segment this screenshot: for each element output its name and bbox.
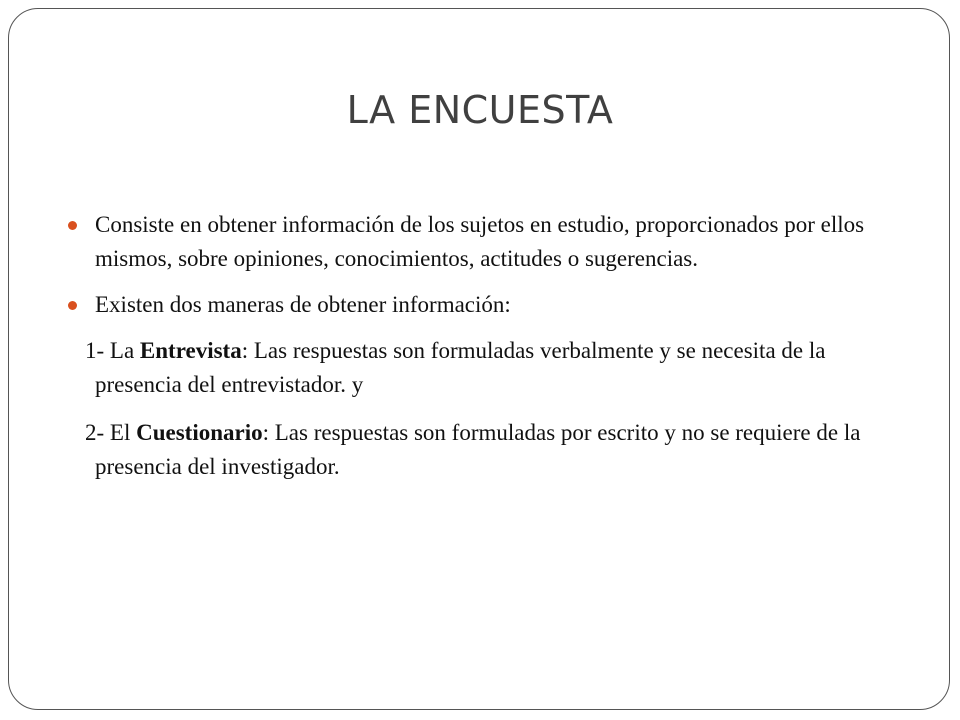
method-item-cuestionario [60, 416, 900, 484]
method-prefix: 2- El [85, 420, 137, 445]
method-description: : Las respuestas son formuladas verbalmente y se necesita de la presencia del entrevistador. y [95, 338, 826, 397]
method-item-entrevista [60, 334, 900, 402]
bullet-text: Consiste en obtener información de los sujetos en estudio, proporcionados por ellos mismos, sobre opiniones, conocimientos, actitudes o sugerencias. [95, 212, 865, 271]
bullet-item [60, 288, 900, 322]
bullet-text: Existen dos maneras de obtener información: [95, 292, 511, 317]
method-term: Entrevista [139, 338, 242, 363]
slide-title: LA ENCUESTA [346, 88, 614, 132]
bullet-icon [68, 221, 77, 230]
bullet-icon [68, 301, 77, 310]
method-term: Cuestionario [136, 420, 263, 445]
method-prefix: 1- La [85, 338, 140, 363]
slide-body [60, 208, 900, 498]
bullet-item [60, 208, 900, 276]
method-description: : Las respuestas son formuladas por escrito y no se requiere de la presencia del investigador. [95, 420, 861, 479]
